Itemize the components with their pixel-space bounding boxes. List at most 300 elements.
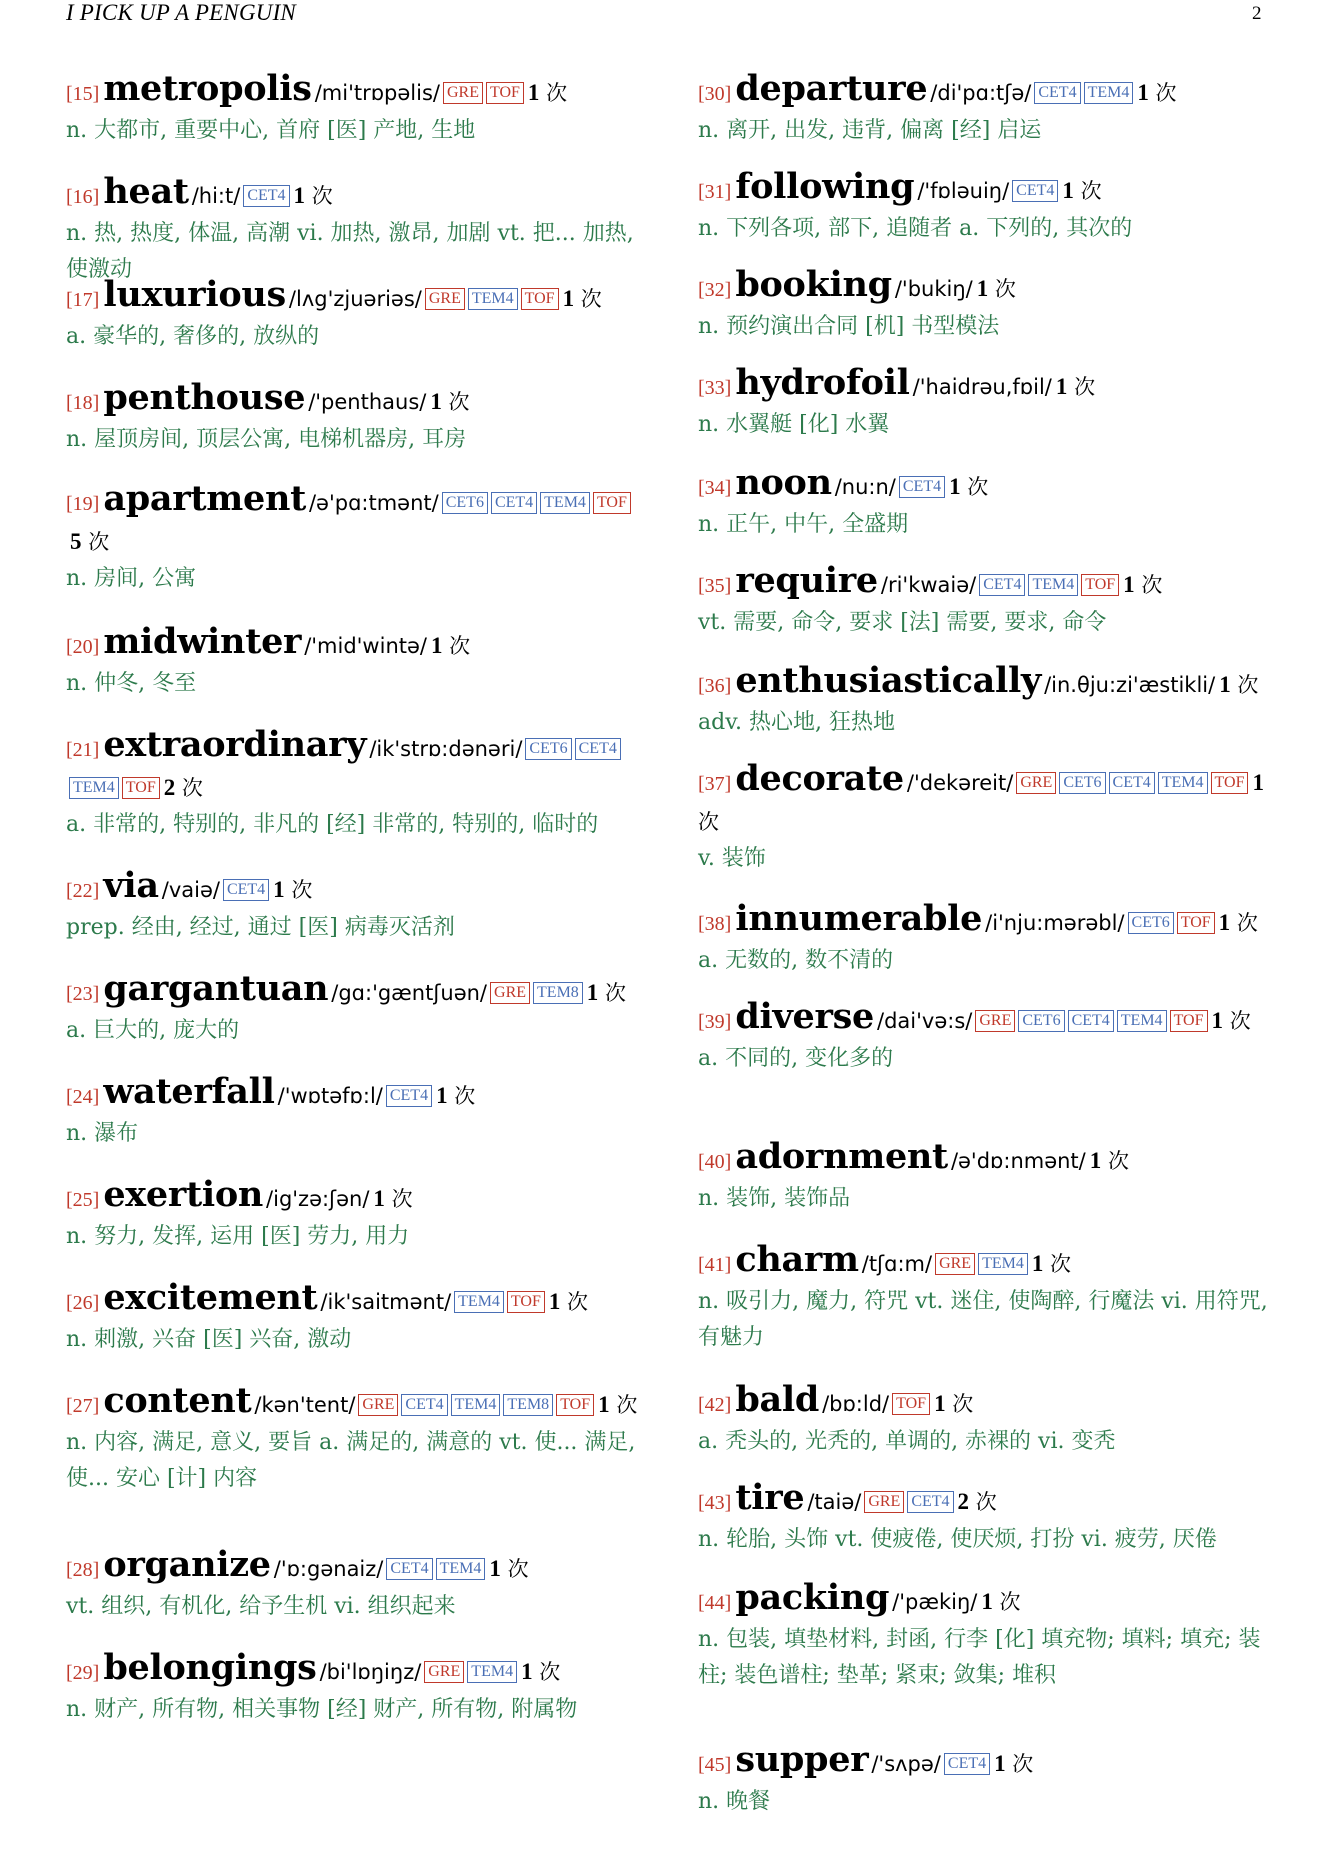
occurrence-count — [1032, 1252, 1071, 1276]
exam-tag: CET4 — [944, 1753, 990, 1775]
count-unit: 次 — [1236, 911, 1258, 935]
entry-definition: n. 内容, 满足, 意义, 要旨 a. 满足的, 满意的 vt. 使... 满足, 使... 安心 [计] 内容 — [66, 1430, 636, 1491]
vocab-entry — [698, 266, 1273, 345]
vocab-entry — [698, 168, 1273, 247]
count-unit: 次 — [1080, 179, 1102, 203]
exam-tag: TOF — [1177, 912, 1215, 934]
count-number: 2 — [163, 775, 176, 800]
entry-index: [37] — [698, 773, 732, 795]
count-unit: 次 — [539, 1660, 561, 1684]
count-unit: 次 — [1107, 1149, 1129, 1173]
entry-headline — [698, 168, 1273, 211]
count-number: 1 — [489, 1556, 501, 1581]
entry-definition: n. 热, 热度, 体温, 高潮 vi. 加热, 激昂, 加剧 vt. 把... 加热, 使激动 — [66, 221, 634, 282]
exam-tag: TOF — [593, 492, 631, 514]
occurrence-count — [934, 1392, 973, 1416]
vocab-entry — [698, 662, 1273, 741]
entry-headline — [66, 867, 641, 910]
occurrence-count — [294, 184, 333, 208]
entry-index: [21] — [66, 739, 100, 761]
entry-headline — [66, 1073, 641, 1116]
entry-headline — [66, 480, 641, 561]
entry-index: [44] — [698, 1592, 732, 1614]
entry-pronunciation: /'dekəreit/ — [906, 771, 1014, 795]
exam-tag: CET4 — [491, 492, 537, 514]
count-number: 1 — [430, 633, 443, 658]
exam-tag: CET4 — [575, 738, 621, 760]
entry-index: [41] — [698, 1254, 732, 1276]
exam-tag: TEM4 — [436, 1558, 486, 1580]
entry-pronunciation: /'sʌpə/ — [871, 1752, 941, 1776]
entry-word: extraordinary — [103, 724, 367, 765]
count-unit: 次 — [616, 1393, 638, 1417]
entry-headline — [698, 1479, 1273, 1522]
vocab-entry — [66, 867, 641, 946]
entry-definition: n. 装饰, 装饰品 — [698, 1186, 851, 1211]
occurrence-count — [958, 1490, 997, 1514]
vocab-entry — [66, 276, 641, 355]
entry-index: [29] — [66, 1662, 100, 1684]
entry-index: [28] — [66, 1559, 100, 1581]
occurrence-count — [1056, 375, 1095, 399]
entry-word: adornment — [735, 1136, 948, 1177]
entry-definition: a. 非常的, 特别的, 非凡的 [经] 非常的, 特别的, 临时的 — [66, 812, 599, 837]
vocab-entry — [66, 726, 641, 843]
entry-index: [18] — [66, 392, 100, 414]
entry-definition: n. 吸引力, 魔力, 符咒 vt. 迷住, 使陶醉, 行魔法 vi. 用符咒, 有魅力 — [698, 1289, 1268, 1350]
vocab-entry — [698, 464, 1273, 543]
exam-tag: TEM4 — [540, 492, 590, 514]
entry-definition: n. 包装, 填垫材料, 封函, 行李 [化] 填充物; 填料; 填充; 装柱; 装色谱柱; 垫革; 紧束; 敛集; 堆积 — [698, 1627, 1261, 1688]
vocab-entry — [698, 900, 1273, 979]
exam-tag: GRE — [443, 82, 483, 104]
entry-pronunciation: /'fɒləuiŋ/ — [917, 179, 1010, 203]
exam-tag: CET6 — [1018, 1010, 1064, 1032]
entry-pronunciation: /ə'pɑ:tmənt/ — [308, 491, 439, 515]
vocab-entry — [66, 1546, 641, 1625]
entry-definition: n. 房间, 公寓 — [66, 566, 197, 591]
vocab-entry — [66, 1176, 641, 1255]
entry-pronunciation: /in.θju:zi'æstikli/ — [1044, 673, 1216, 697]
entry-pronunciation: /lʌg'zjuəriəs/ — [288, 287, 422, 311]
exam-tag: TOF — [892, 1393, 930, 1415]
count-number: 1 — [1252, 770, 1264, 795]
entry-index: [15] — [66, 83, 100, 105]
count-number: 1 — [1055, 374, 1068, 399]
occurrence-count — [949, 475, 988, 499]
count-number: 1 — [436, 1083, 448, 1108]
exam-tag: TEM4 — [467, 1661, 517, 1683]
exam-tag: GRE — [935, 1253, 975, 1275]
entry-word: innumerable — [735, 898, 983, 939]
count-number: 1 — [1031, 1251, 1044, 1276]
count-number: 1 — [934, 1391, 946, 1416]
entry-definition: n. 大都市, 重要中心, 首府 [医] 产地, 生地 — [66, 118, 476, 143]
entry-pronunciation: /'penthaus/ — [308, 390, 427, 414]
count-unit: 次 — [967, 475, 989, 499]
exam-tag: CET4 — [401, 1394, 447, 1416]
page-header-title: I PICK UP A PENGUIN — [66, 0, 296, 25]
count-unit: 次 — [311, 184, 333, 208]
entry-index: [22] — [66, 880, 100, 902]
entry-definition: n. 仲冬, 冬至 — [66, 671, 197, 696]
entry-definition: n. 瀑布 — [66, 1121, 139, 1146]
count-unit: 次 — [391, 1187, 413, 1211]
entry-headline — [66, 970, 641, 1013]
count-number: 1 — [562, 286, 575, 311]
occurrence-count — [563, 287, 602, 311]
count-number: 1 — [1211, 1008, 1223, 1033]
vocab-entry — [66, 1649, 641, 1728]
count-number: 1 — [1218, 910, 1231, 935]
entry-pronunciation: /ri'kwaiə/ — [880, 573, 977, 597]
exam-tag: GRE — [425, 288, 465, 310]
entry-definition: n. 晚餐 — [698, 1789, 771, 1814]
entry-index: [36] — [698, 675, 732, 697]
entry-word: content — [103, 1380, 252, 1421]
vocab-entry — [698, 760, 1273, 877]
entry-pronunciation: /ə'dɒ:nmənt/ — [950, 1149, 1086, 1173]
vocab-entry — [698, 1241, 1273, 1356]
entry-definition: n. 下列各项, 部下, 追随者 a. 下列的, 其次的 — [698, 216, 1133, 241]
count-unit: 次 — [1237, 673, 1259, 697]
entry-index: [30] — [698, 83, 732, 105]
entry-pronunciation: /'mid'wintə/ — [304, 634, 427, 658]
entry-word: decorate — [735, 758, 904, 799]
entry-headline — [66, 726, 641, 807]
vocab-entry — [66, 1382, 641, 1497]
count-number: 1 — [976, 276, 989, 301]
occurrence-count — [1062, 179, 1101, 203]
entry-word: penthouse — [103, 377, 306, 418]
exam-tag: GRE — [358, 1394, 398, 1416]
entry-word: metropolis — [103, 68, 312, 109]
entry-index: [31] — [698, 181, 732, 203]
entry-pronunciation: /'ɒ:gənaiz/ — [273, 1557, 384, 1581]
count-unit: 次 — [181, 776, 203, 800]
entry-pronunciation: /bɒ:ld/ — [822, 1392, 890, 1416]
occurrence-count — [1219, 673, 1258, 697]
entry-headline — [66, 1279, 641, 1322]
count-number: 1 — [548, 1289, 561, 1314]
count-number: 1 — [981, 1589, 993, 1614]
entry-headline — [698, 1381, 1273, 1424]
occurrence-count — [528, 81, 567, 105]
exam-tag: TEM4 — [451, 1394, 501, 1416]
entry-headline — [66, 70, 641, 113]
count-number: 1 — [1219, 672, 1231, 697]
entry-pronunciation: /di'pɑ:tʃə/ — [930, 81, 1032, 105]
entry-word: packing — [735, 1577, 890, 1618]
occurrence-count — [489, 1557, 528, 1581]
exam-tag: CET4 — [1034, 82, 1080, 104]
entry-word: gargantuan — [103, 968, 329, 1009]
entry-headline — [698, 760, 1273, 841]
occurrence-count — [436, 1084, 475, 1108]
entry-pronunciation: /hi:t/ — [191, 184, 241, 208]
occurrence-count — [587, 981, 626, 1005]
vocab-entry — [698, 1741, 1273, 1820]
count-number: 1 — [430, 389, 442, 414]
count-number: 1 — [293, 183, 306, 208]
exam-tag: CET4 — [386, 1085, 432, 1107]
count-unit: 次 — [952, 1392, 974, 1416]
entry-index: [25] — [66, 1189, 100, 1211]
entry-index: [17] — [66, 289, 100, 311]
exam-tag: CET4 — [907, 1491, 953, 1513]
exam-tag: GRE — [1016, 772, 1056, 794]
entry-headline — [66, 1649, 641, 1692]
exam-tag: TEM8 — [503, 1394, 553, 1416]
exam-tag: TEM4 — [1117, 1010, 1167, 1032]
occurrence-count — [1090, 1149, 1129, 1173]
entry-word: hydrofoil — [735, 362, 910, 403]
vocab-entry — [698, 1381, 1273, 1460]
entry-word: luxurious — [103, 274, 286, 315]
entry-pronunciation: /kən'tent/ — [254, 1393, 356, 1417]
entry-pronunciation: /'haidrəu,fɒil/ — [912, 375, 1052, 399]
count-unit: 次 — [1229, 1009, 1251, 1033]
entry-headline — [698, 1241, 1273, 1284]
entry-headline — [66, 379, 641, 422]
entry-definition: vt. 需要, 命令, 要求 [法] 需要, 要求, 命令 — [698, 610, 1107, 635]
exam-tag: TOF — [486, 82, 524, 104]
exam-tag: CET6 — [1059, 772, 1105, 794]
exam-tag: TOF — [122, 777, 160, 799]
entry-word: supper — [735, 1739, 869, 1780]
entry-headline — [698, 662, 1273, 705]
occurrence-count — [273, 878, 312, 902]
entry-index: [16] — [66, 186, 100, 208]
exam-tag: CET4 — [1068, 1010, 1114, 1032]
exam-tag: TEM4 — [1028, 574, 1078, 596]
vocab-entry — [66, 623, 641, 702]
vocab-entry — [698, 998, 1273, 1077]
exam-tag: TOF — [521, 288, 559, 310]
exam-tag: TEM4 — [69, 777, 119, 799]
entry-headline — [66, 1176, 641, 1219]
entry-word: midwinter — [103, 621, 302, 662]
entry-word: departure — [735, 68, 928, 109]
entry-definition: n. 轮胎, 头饰 vt. 使疲倦, 使厌烦, 打扮 vi. 疲劳, 厌倦 — [698, 1527, 1217, 1552]
count-unit: 次 — [999, 1590, 1021, 1614]
exam-tag: CET6 — [1128, 912, 1174, 934]
count-unit: 次 — [1155, 81, 1177, 105]
entry-pronunciation: /taiə/ — [807, 1490, 862, 1514]
vocab-entry — [698, 1138, 1273, 1217]
entry-definition: n. 刺激, 兴奋 [医] 兴奋, 激动 — [66, 1327, 352, 1352]
count-number: 1 — [1123, 572, 1135, 597]
entry-index: [26] — [66, 1292, 100, 1314]
entry-definition: n. 水翼艇 [化] 水翼 — [698, 412, 890, 437]
entry-definition: a. 不同的, 变化多的 — [698, 1046, 894, 1071]
exam-tag: TEM8 — [533, 982, 583, 1004]
entry-definition: a. 巨大的, 庞大的 — [66, 1018, 240, 1043]
entry-headline — [66, 276, 641, 319]
entry-headline — [698, 464, 1273, 507]
exam-tag: CET4 — [243, 185, 289, 207]
entry-definition: vt. 组织, 有机化, 给予生机 vi. 组织起来 — [66, 1594, 456, 1619]
count-number: 2 — [957, 1489, 970, 1514]
entry-word: require — [735, 560, 878, 601]
count-unit: 次 — [546, 81, 568, 105]
exam-tag: CET4 — [1109, 772, 1155, 794]
occurrence-count — [549, 1290, 588, 1314]
count-unit: 次 — [449, 634, 471, 658]
count-number: 1 — [521, 1659, 533, 1684]
vocab-entry — [698, 1579, 1273, 1694]
entry-word: heat — [103, 171, 189, 212]
occurrence-count — [164, 776, 203, 800]
entry-index: [35] — [698, 575, 732, 597]
vocab-entry — [698, 562, 1273, 641]
entry-word: waterfall — [103, 1071, 275, 1112]
vocab-entry — [66, 1279, 641, 1358]
entry-word: via — [103, 865, 159, 906]
count-number: 1 — [949, 474, 961, 499]
entry-word: apartment — [103, 478, 306, 519]
exam-tag: TOF — [1081, 574, 1119, 596]
exam-tag: TOF — [507, 1291, 545, 1313]
vocab-entry — [66, 70, 641, 149]
occurrence-count — [431, 634, 470, 658]
entry-definition: prep. 经由, 经过, 通过 [医] 病毒灭活剂 — [66, 915, 455, 940]
entry-headline — [698, 1741, 1273, 1784]
exam-tag: TOF — [1211, 772, 1249, 794]
count-unit: 次 — [1050, 1252, 1072, 1276]
entry-word: belongings — [103, 1647, 317, 1688]
occurrence-count — [994, 1752, 1033, 1776]
exam-tag: CET4 — [979, 574, 1025, 596]
occurrence-count — [430, 390, 469, 414]
entry-index: [32] — [698, 279, 732, 301]
entry-pronunciation: /'pækiŋ/ — [892, 1590, 978, 1614]
entry-index: [19] — [66, 493, 100, 515]
count-unit: 次 — [1074, 375, 1096, 399]
count-unit: 次 — [291, 878, 313, 902]
entry-index: [34] — [698, 477, 732, 499]
occurrence-count — [598, 1393, 637, 1417]
exam-tag: CET4 — [899, 476, 945, 498]
entry-pronunciation: /ik'strɒ:dənəri/ — [369, 737, 523, 761]
count-number: 1 — [586, 980, 599, 1005]
entry-pronunciation: /ik'saitmənt/ — [320, 1290, 452, 1314]
count-unit: 次 — [604, 981, 626, 1005]
entry-headline — [698, 1579, 1273, 1622]
entry-pronunciation: /gɑ:'gæntʃuən/ — [331, 981, 488, 1005]
entry-word: noon — [735, 462, 832, 503]
entry-word: following — [735, 166, 915, 207]
exam-tag: TEM4 — [468, 288, 518, 310]
entry-word: tire — [735, 1477, 805, 1518]
entry-index: [33] — [698, 377, 732, 399]
entry-headline — [698, 1138, 1273, 1181]
vocab-entry — [66, 480, 641, 597]
entry-pronunciation: /ig'zə:ʃən/ — [266, 1187, 370, 1211]
vocab-entry — [66, 379, 641, 458]
exam-tag: TEM4 — [1158, 772, 1208, 794]
occurrence-count — [977, 277, 1016, 301]
exam-tag: GRE — [864, 1491, 904, 1513]
exam-tag: CET6 — [525, 738, 571, 760]
vocab-entry — [698, 1479, 1273, 1558]
count-unit: 次 — [88, 530, 110, 554]
exam-tag: GRE — [975, 1010, 1015, 1032]
exam-tag: CET6 — [442, 492, 488, 514]
entry-headline — [698, 562, 1273, 605]
entry-pronunciation: /'bukiŋ/ — [894, 277, 973, 301]
occurrence-count — [1123, 573, 1162, 597]
entry-definition: n. 离开, 出发, 违背, 偏离 [经] 启运 — [698, 118, 1042, 143]
vocab-entry — [698, 364, 1273, 443]
occurrence-count — [1212, 1009, 1251, 1033]
count-number: 1 — [1089, 1148, 1102, 1173]
entry-definition: adv. 热心地, 狂热地 — [698, 710, 895, 735]
entry-index: [24] — [66, 1086, 100, 1108]
entry-word: charm — [735, 1239, 859, 1280]
entry-definition: n. 正午, 中午, 全盛期 — [698, 512, 909, 537]
entry-pronunciation: /tʃɑ:m/ — [861, 1252, 933, 1276]
entry-index: [45] — [698, 1754, 732, 1776]
vocab-entry — [698, 70, 1273, 149]
occurrence-count — [70, 530, 109, 554]
exam-tag: TOF — [1170, 1010, 1208, 1032]
entry-headline — [66, 173, 641, 216]
exam-tag: TEM4 — [1084, 82, 1134, 104]
entry-word: bald — [735, 1379, 820, 1420]
count-unit: 次 — [580, 287, 602, 311]
page-number: 2 — [1252, 3, 1262, 24]
count-number: 1 — [598, 1392, 610, 1417]
vocab-entry — [66, 1073, 641, 1152]
entry-definition: n. 预约演出合同 [机] 书型模法 — [698, 314, 1000, 339]
exam-tag: CET4 — [386, 1558, 432, 1580]
entry-pronunciation: /i'nju:mərəbl/ — [985, 911, 1125, 935]
entry-word: booking — [735, 264, 892, 305]
count-number: 1 — [273, 877, 285, 902]
entry-definition: v. 装饰 — [698, 846, 766, 871]
count-unit: 次 — [567, 1290, 589, 1314]
count-unit: 次 — [975, 1490, 997, 1514]
entry-definition: a. 豪华的, 奢侈的, 放纵的 — [66, 324, 320, 349]
count-unit: 次 — [1141, 573, 1163, 597]
vocab-entry — [66, 173, 641, 288]
entry-headline — [698, 900, 1273, 943]
entry-headline — [698, 998, 1273, 1041]
exam-tag: GRE — [490, 982, 530, 1004]
entry-pronunciation: /mi'trɒpəlis/ — [314, 81, 440, 105]
exam-tag: GRE — [424, 1661, 464, 1683]
entry-definition: n. 财产, 所有物, 相关事物 [经] 财产, 所有物, 附属物 — [66, 1697, 578, 1722]
exam-tag: TEM4 — [454, 1291, 504, 1313]
occurrence-count — [521, 1660, 560, 1684]
entry-pronunciation: /dai'və:s/ — [877, 1009, 973, 1033]
entry-pronunciation: /'wɒtəfɒ:l/ — [277, 1084, 383, 1108]
count-unit: 次 — [698, 810, 719, 834]
count-unit: 次 — [507, 1557, 529, 1581]
exam-tag: TEM4 — [978, 1253, 1028, 1275]
count-number: 1 — [1062, 178, 1074, 203]
count-number: 1 — [527, 80, 540, 105]
entry-index: [43] — [698, 1492, 732, 1514]
entry-word: exertion — [103, 1174, 264, 1215]
count-unit: 次 — [454, 1084, 476, 1108]
entry-index: [38] — [698, 913, 732, 935]
entry-headline — [66, 1382, 641, 1425]
entry-definition: a. 无数的, 数不清的 — [698, 948, 894, 973]
entry-headline — [66, 623, 641, 666]
entry-headline — [66, 1546, 641, 1589]
